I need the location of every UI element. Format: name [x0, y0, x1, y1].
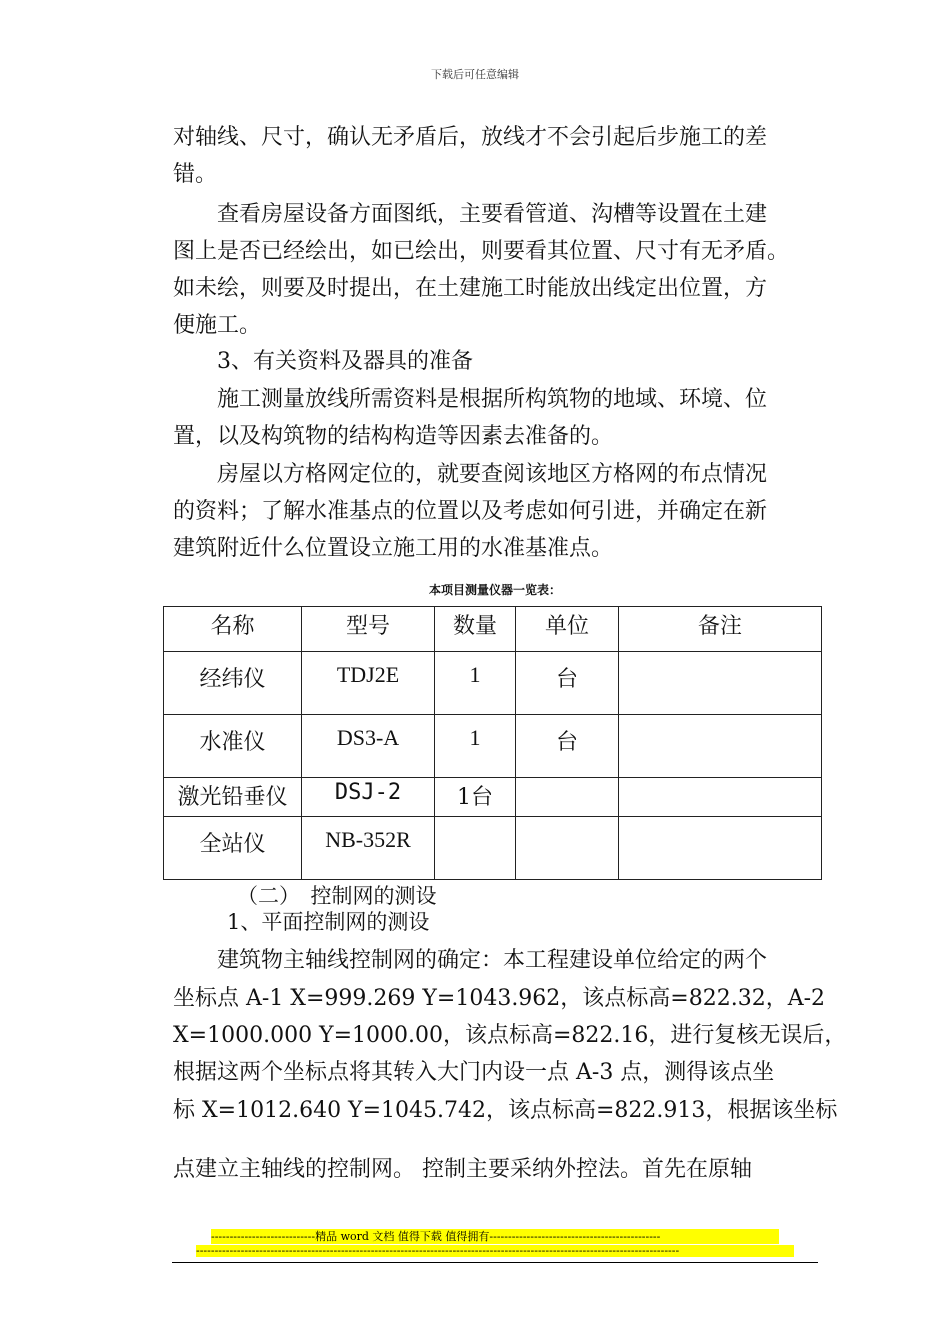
name-cell: 经纬仪 — [164, 652, 302, 715]
name-cell: 水准仪 — [164, 715, 302, 778]
header-cell: 数量 — [435, 607, 516, 652]
header-cell: 单位 — [516, 607, 619, 652]
paragraph-line: 图上是否已经绘出，如已绘出，则要看其位置、尺寸有无矛盾。 — [173, 239, 790, 264]
unit-cell: 台 — [516, 652, 619, 715]
footer-banner: ----------------------------精品 word 文档 值得下载 值得拥有---------------------------------------------- — [211, 1229, 779, 1244]
note-cell — [619, 778, 822, 817]
model-cell: TDJ2E — [302, 652, 435, 715]
section-heading: （二） 控制网的测设 — [237, 884, 437, 908]
paragraph-line: X=1000.000 Y=1000.00，该点标高=822.16，进行复核无误后， — [173, 1023, 847, 1048]
footer-dashes: ---------------------------------------------------------------------------------------------------------------------------------- — [196, 1245, 794, 1257]
qty-cell: 1 — [435, 652, 516, 715]
header-cell: 备注 — [619, 607, 822, 652]
paragraph-line: 标 X=1012.640 Y=1045.742，该点标高=822.913，根据该坐标 — [173, 1098, 838, 1123]
note-cell — [619, 817, 822, 880]
table-row — [164, 715, 822, 778]
section-number-heading: 3、有关资料及器具的准备 — [173, 349, 473, 374]
paragraph-line: 建筑附近什么位置设立施工用的水准基准点。 — [173, 536, 614, 561]
footer-rule — [172, 1262, 818, 1263]
paragraph-line: 置，以及构筑物的结构构造等因素去准备的。 — [173, 424, 614, 449]
paragraph-line: 如未绘，则要及时提出，在土建施工时能放出线定出位置，方 — [173, 276, 768, 301]
model-cell: DS3-A — [302, 715, 435, 778]
paragraph-line: 的资料；了解水准基点的位置以及考虑如何引进，并确定在新 — [173, 499, 768, 524]
paragraph-line: 根据这两个坐标点将其转入大门内设一点 A-3 点，测得该点坐 — [173, 1060, 775, 1085]
header-cell: 名称 — [164, 607, 302, 652]
paragraph-line: 便施工。 — [173, 313, 262, 338]
paragraph-line: 错。 — [173, 162, 218, 187]
page-header: 下载后可任意编辑 — [431, 68, 519, 81]
table-row — [164, 778, 822, 817]
qty-cell — [435, 817, 516, 880]
qty-cell: 1台 — [435, 778, 516, 817]
paragraph-line: 坐标点 A-1 X=999.269 Y=1043.962，该点标高=822.32，A-2 — [173, 986, 826, 1011]
subsection-heading: 1、平面控制网的测设 — [227, 910, 430, 934]
instrument-table — [163, 606, 822, 880]
table-header-row — [164, 607, 822, 652]
paragraph-line: 查看房屋设备方面图纸，主要看管道、沟槽等设置在土建 — [173, 202, 768, 227]
name-cell: 激光铅垂仪 — [164, 778, 302, 817]
paragraph-line: 对轴线、尺寸，确认无矛盾后，放线才不会引起后步施工的差 — [173, 125, 768, 150]
note-cell — [619, 715, 822, 778]
model-cell: NB-352R — [302, 817, 435, 880]
name-cell: 全站仪 — [164, 817, 302, 880]
note-cell — [619, 652, 822, 715]
header-cell: 型号 — [302, 607, 435, 652]
table-caption: 本项目测量仪器一览表： — [428, 583, 561, 597]
qty-cell: 1 — [435, 715, 516, 778]
paragraph-line: 建筑物主轴线控制网的确定：本工程建设单位给定的两个 — [173, 948, 768, 973]
paragraph-line: 点建立主轴线的控制网。 控制主要采纳外控法。首先在原轴 — [173, 1157, 752, 1182]
unit-cell: 台 — [516, 715, 619, 778]
unit-cell — [516, 817, 619, 880]
paragraph-line: 房屋以方格网定位的，就要查阅该地区方格网的布点情况 — [173, 462, 768, 487]
model-cell: DSJ-2 — [302, 778, 435, 817]
paragraph-line: 施工测量放线所需资料是根据所构筑物的地域、环境、位 — [173, 387, 768, 412]
unit-cell — [516, 778, 619, 817]
table-row — [164, 817, 822, 880]
table-row — [164, 652, 822, 715]
